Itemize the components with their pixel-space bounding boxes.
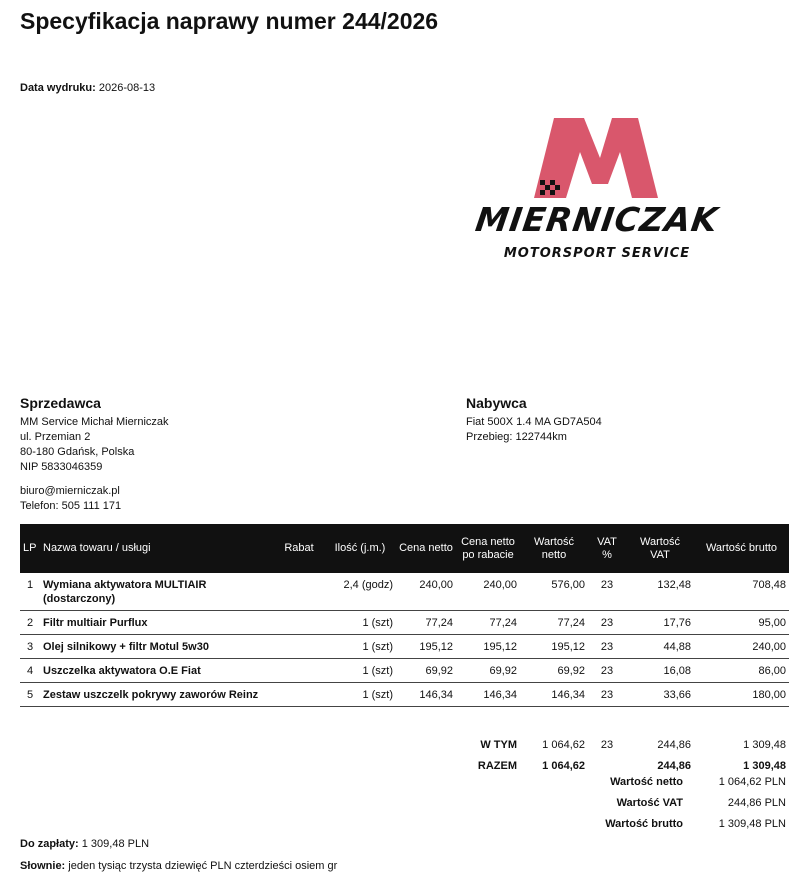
item-qty: 1 (szt)	[324, 683, 396, 707]
table-row	[20, 659, 789, 683]
item-discount	[274, 683, 324, 707]
item-qty: 1 (szt)	[324, 611, 396, 635]
item-lp: 4	[20, 659, 40, 683]
item-discount	[274, 659, 324, 683]
col-name: Nazwa towaru / usługi	[40, 524, 274, 573]
summary-gross-label: Wartość brutto	[605, 817, 683, 830]
seller-line: MM Service Michał Mierniczak	[20, 416, 169, 428]
total-vat: 244,86	[657, 759, 691, 772]
item-vat-value: 33,66	[626, 683, 694, 707]
item-vat-value: 17,76	[626, 611, 694, 635]
item-gross-value: 95,00	[694, 611, 789, 635]
print-date-label: Data wydruku:	[20, 82, 96, 94]
table-row	[20, 683, 789, 707]
item-lp: 5	[20, 683, 40, 707]
table-header-row	[20, 524, 789, 573]
item-name: Wymiana aktywatora MULTIAIR (dostarczony)	[40, 573, 274, 611]
col-discount: Rabat	[274, 524, 324, 573]
totals-table	[20, 734, 789, 776]
item-vat-pct: 23	[588, 683, 626, 707]
summary-vat-label: Wartość VAT	[616, 796, 683, 809]
in-which-vat-pct: 23	[600, 738, 614, 751]
item-vat-pct: 23	[588, 611, 626, 635]
table-row	[20, 573, 789, 611]
in-which-net: 1 064,62	[542, 738, 585, 751]
item-name: Olej silnikowy + filtr Motul 5w30	[40, 635, 274, 659]
buyer-line: Przebieg: 122744km	[466, 431, 567, 443]
seller-block	[20, 394, 169, 514]
table-row	[20, 611, 789, 635]
item-qty: 2,4 (godz)	[324, 573, 396, 611]
table-row	[20, 635, 789, 659]
item-lp: 1	[20, 573, 40, 611]
in-which-gross: 1 309,48	[743, 738, 786, 751]
item-net-price: 195,12	[396, 635, 456, 659]
in-which-row	[20, 734, 789, 755]
col-vat-pct: VAT %	[588, 524, 626, 573]
item-net-after-discount: 146,34	[456, 683, 520, 707]
in-words-label: Słownie:	[20, 860, 66, 872]
logo-subtitle: MOTORSPORT SERVICE	[503, 246, 691, 261]
item-lp: 3	[20, 635, 40, 659]
col-vat-value: Wartość VAT	[626, 524, 694, 573]
item-net-value: 69,92	[520, 659, 588, 683]
document-title: Specyfikacja naprawy numer 244/2026	[20, 8, 439, 34]
item-gross-value: 180,00	[694, 683, 789, 707]
seller-line: NIP 5833046359	[20, 461, 103, 473]
total-net: 1 064,62	[542, 759, 585, 772]
amount-in-words	[20, 860, 337, 872]
summary-table	[520, 771, 789, 834]
buyer-heading: Nabywca	[466, 395, 527, 411]
seller-phone: Telefon: 505 111 171	[20, 500, 122, 512]
summary-net-label: Wartość netto	[610, 775, 683, 788]
col-qty: Ilość (j.m.)	[324, 524, 396, 573]
item-net-value: 77,24	[520, 611, 588, 635]
item-name: Filtr multiair Purflux	[40, 611, 274, 635]
item-gross-value: 708,48	[694, 573, 789, 611]
to-pay-value: 1 309,48 PLN	[81, 838, 150, 850]
item-net-price: 240,00	[396, 573, 456, 611]
item-net-value: 146,34	[520, 683, 588, 707]
item-vat-pct: 23	[588, 635, 626, 659]
to-pay	[20, 838, 149, 850]
item-discount	[274, 635, 324, 659]
company-logo	[462, 114, 732, 264]
item-discount	[274, 611, 324, 635]
item-net-after-discount: 77,24	[456, 611, 520, 635]
col-net-after-discount: Cena netto po rabacie	[456, 524, 520, 573]
item-qty: 1 (szt)	[324, 635, 396, 659]
col-net-price: Cena netto	[396, 524, 456, 573]
col-gross-value: Wartość brutto	[694, 524, 789, 573]
item-net-price: 77,24	[396, 611, 456, 635]
summary-gross-value: 1 309,48 PLN	[718, 817, 786, 830]
item-gross-value: 240,00	[694, 635, 789, 659]
item-qty: 1 (szt)	[324, 659, 396, 683]
item-net-price: 146,34	[396, 683, 456, 707]
total-gross: 1 309,48	[743, 759, 786, 772]
item-vat-value: 16,08	[626, 659, 694, 683]
col-net-value: Wartość netto	[520, 524, 588, 573]
print-date	[20, 82, 155, 94]
item-vat-pct: 23	[588, 659, 626, 683]
seller-line: ul. Przemian 2	[20, 431, 91, 443]
item-net-value: 576,00	[520, 573, 588, 611]
logo-m-icon	[462, 114, 732, 204]
in-words-value: jeden tysiąc trzysta dziewięć PLN czterdzieści osiem gr	[68, 860, 338, 872]
seller-email[interactable]: biuro@mierniczak.pl	[20, 485, 120, 497]
to-pay-label: Do zapłaty:	[20, 838, 79, 850]
summary-net-value: 1 064,62 PLN	[718, 775, 786, 788]
in-which-vat: 244,86	[657, 738, 691, 751]
seller-heading: Sprzedawca	[20, 395, 101, 411]
item-net-value: 195,12	[520, 635, 588, 659]
summary-vat-value: 244,86 PLN	[727, 796, 786, 809]
item-gross-value: 86,00	[694, 659, 789, 683]
buyer-line: Fiat 500X 1.4 MA GD7A504	[466, 416, 602, 428]
item-net-after-discount: 195,12	[456, 635, 520, 659]
item-name: Uszczelka aktywatora O.E Fiat	[40, 659, 274, 683]
item-net-price: 69,92	[396, 659, 456, 683]
print-date-value: 2026-08-13	[98, 82, 156, 94]
item-lp: 2	[20, 611, 40, 635]
logo-name: MIERNICZAK	[473, 200, 721, 239]
item-net-after-discount: 240,00	[456, 573, 520, 611]
item-vat-value: 132,48	[626, 573, 694, 611]
in-which-label: W TYM	[480, 738, 517, 751]
seller-line: 80-180 Gdańsk, Polska	[20, 446, 135, 458]
col-lp: LP	[20, 524, 40, 573]
item-vat-value: 44,88	[626, 635, 694, 659]
items-table	[20, 524, 789, 707]
buyer-block	[466, 394, 602, 445]
item-discount	[274, 573, 324, 611]
item-name: Zestaw uszczelk pokrywy zaworów Reinz	[40, 683, 274, 707]
total-label: RAZEM	[477, 759, 517, 772]
item-vat-pct: 23	[588, 573, 626, 611]
item-net-after-discount: 69,92	[456, 659, 520, 683]
